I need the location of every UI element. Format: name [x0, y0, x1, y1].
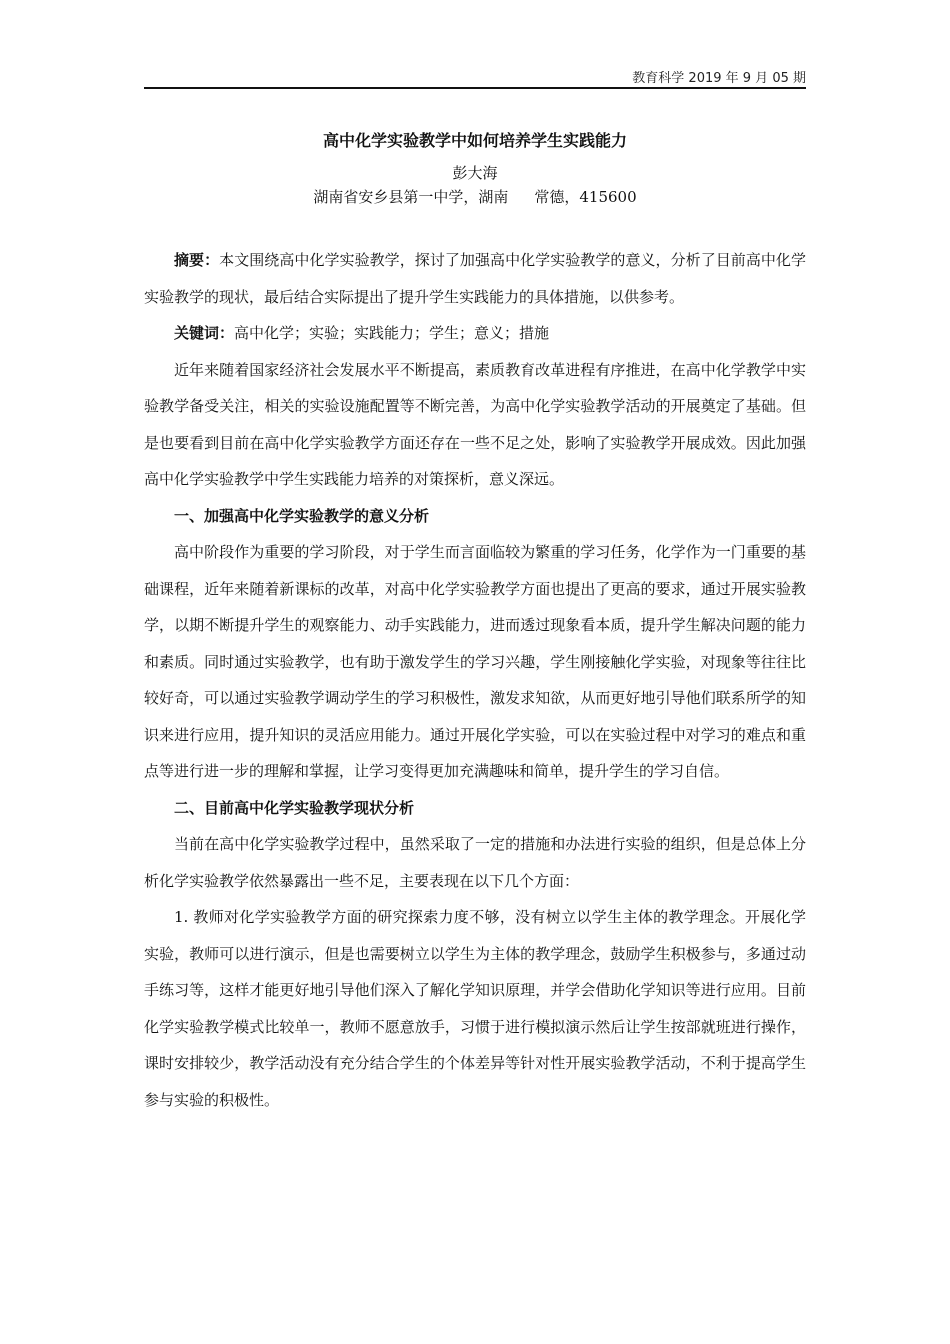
affiliation-city: 常德，415600 — [534, 188, 637, 206]
keywords-text: 高中化学；实验；实践能力；学生；意义；措施 — [234, 324, 550, 342]
running-head: 教育科学 2019 年 9 月 05 期 — [632, 71, 806, 86]
abstract-paragraph — [144, 242, 806, 315]
section1-heading: 一、加强高中化学实验教学的意义分析 — [174, 506, 430, 525]
section1-paragraph: 高中阶段作为重要的学习阶段，对于学生而言面临较为繁重的学习任务，化学作为一门重要的基础课程，近年来随着新课标的改革，对高中化学实验教学方面也提出了更高的要求，通过开展实验教学，以期不断提升学生的观察能力、动手实践能力，进而透过现象看本质，提升学生解决问题的能力和素质。同时通过实验教学，也有助于激发学生的学习兴趣，学生刚接触化学实验，对现象等往往比较好奇，可以通过实验教学调动学生的学习积极性，激发求知欲，从而更好地引导他们联系所学的知识来进行应用，提升知识的灵活应用能力。通过开展化学实验，可以在实验过程中对学习的难点和重点等进行进一步的理解和掌握，让学习变得更加充满趣味和简单，提升学生的学习自信。 — [144, 543, 806, 780]
section2-paragraph: 当前在高中化学实验教学过程中，虽然采取了一定的措施和办法进行实验的组织，但是总体上分析化学实验教学依然暴露出一些不足，主要表现在以下几个方面： — [144, 835, 806, 890]
article-author: 彭大海 — [452, 164, 498, 182]
intro-paragraph: 近年来随着国家经济社会发展水平不断提高，素质教育改革进程有序推进，在高中化学教学中实验教学备受关注，相关的实验设施配置等不断完善，为高中化学实验教学活动的开展奠定了基础。但是也要看到目前在高中化学实验教学方面还存在一些不足之处，影响了实验教学开展成效。因此加强高中化学实验教学中学生实践能力培养的对策探析，意义深远。 — [144, 360, 806, 488]
article-body — [144, 242, 806, 1118]
keywords-label: 关键词： — [174, 324, 235, 342]
section2-heading: 二、目前高中化学实验教学现状分析 — [174, 798, 415, 817]
point1-paragraph: 1. 教师对化学实验教学方面的研究探索力度不够，没有树立以学生主体的教学理念。开展化学实验，教师可以进行演示，但是也需要树立以学生为主体的教学理念，鼓励学生积极参与，多通过动手练习等，这样才能更好地引导他们深入了解化学知识原理，并学会借助化学知识等进行应用。目前化学实验教学模式比较单一，教师不愿意放手，习惯于进行模拟演示然后让学生按部就班进行操作，课时安排较少，教学活动没有充分结合学生的个体差异等针对性开展实验教学活动，不利于提高学生参与实验的积极性。 — [144, 908, 806, 1109]
keywords-paragraph — [144, 315, 806, 352]
affiliation-school: 湖南省安乡县第一中学，湖南 — [313, 188, 509, 206]
article-title: 高中化学实验教学中如何培养学生实践能力 — [322, 131, 627, 150]
abstract-text: 本文围绕高中化学实验教学，探讨了加强高中化学实验教学的意义，分析了目前高中化学实验教学的现状，最后结合实际提出了提升学生实践能力的具体措施，以供参考。 — [144, 251, 806, 306]
header-rule — [144, 87, 806, 89]
article-affiliation — [144, 186, 806, 207]
abstract-label: 摘要： — [174, 251, 220, 269]
